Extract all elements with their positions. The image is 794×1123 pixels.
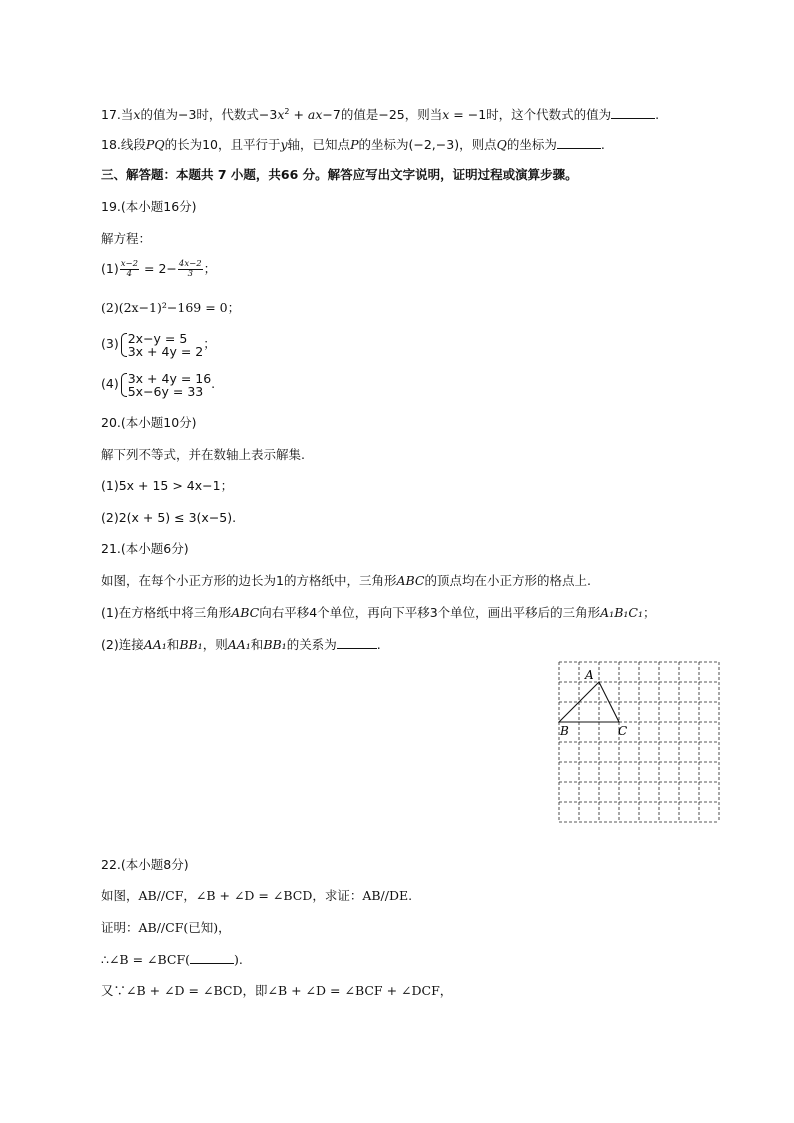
proof-line-3: 又∵∠B + ∠D = ∠BCD，即∠B + ∠D = ∠BCF + ∠DCF， [101,983,453,998]
label-b: B [560,724,569,738]
question-21-header: 21.(本小题6分) [101,541,189,556]
fraction-2: $\frac{4x-2}{3}$ [178,259,202,279]
question-20-part-2: (2)2(x + 5) ≤ 3(x−5). [101,510,237,525]
label-c: C [618,724,628,738]
equation-system-4: 3x + 4y = 16 5x−6y = 33 [119,372,211,398]
question-20-part-1: (1)5x + 15 > 4x−1； [101,478,234,493]
question-19-header: 19.(本小题16分) [101,199,197,214]
question-19-part-3: (3) 2x−y = 5 3x + 4y = 2 ； [101,330,216,359]
label-a: A [585,668,594,682]
question-20-intro: 解下列不等式，并在数轴上表示解集. [101,447,305,462]
answer-blank-18[interactable] [557,136,601,149]
question-21-part-2: (2)连接AA₁和BB₁，则AA₁和BB₁的关系为 . [101,637,381,652]
question-18: 18.线段PQ的长为10，且平行于y轴，已知点P的坐标为(−2,−3)，则点Q的坐标为 . [101,137,605,152]
question-19-part-2: (2)(2x−1)²−169 = 0； [101,300,241,315]
question-21-intro: 如图，在每个小正方形的边长为1的方格纸中，三角形ABC的顶点均在小正方形的格点上. [101,573,591,588]
question-21-part-1: (1)在方格纸中将三角形ABC向右平移4个单位，再向下平移3个单位，画出平移后的三角形A₁B₁C₁； [101,605,656,620]
question-22-header: 22.(本小题8分) [101,857,189,872]
question-22-intro: 如图，AB//CF，∠B + ∠D = ∠BCD，求证：AB//DE. [101,888,413,903]
proof-line-2: ∴∠B = ∠BCF( ). [101,952,243,967]
question-17: 17.当x的值为−3时，代数式$-3x^2 + ax-7$的值是−25，则当x = −1时，这个代数式的值为 . [101,107,660,123]
proof-line-1: 证明：AB//CF(已知)， [101,920,231,935]
question-19-part-4: (4) 3x + 4y = 16 5x−6y = 33 . [101,370,216,399]
equation-system-3: 2x−y = 5 3x + 4y = 2 [119,332,204,358]
answer-blank-17[interactable] [611,106,655,119]
fraction-1: $\frac{x-2}{4}$ [120,259,139,279]
grid-figure [558,661,720,823]
grid-lines [559,662,719,822]
section-3-heading: 三、解答题：本题共 7 小题，共66 分。解答应写出文字说明，证明过程或演算步骤。 [101,167,578,182]
question-19-intro: 解方程： [101,231,152,246]
question-20-header: 20.(本小题10分) [101,415,197,430]
answer-blank-21[interactable] [337,636,377,649]
answer-blank-22[interactable] [190,951,234,964]
question-19-part-1: (1) $\frac{x-2}{4}$ = 2− $\frac{4x-2}{3}$ ； [101,259,217,279]
